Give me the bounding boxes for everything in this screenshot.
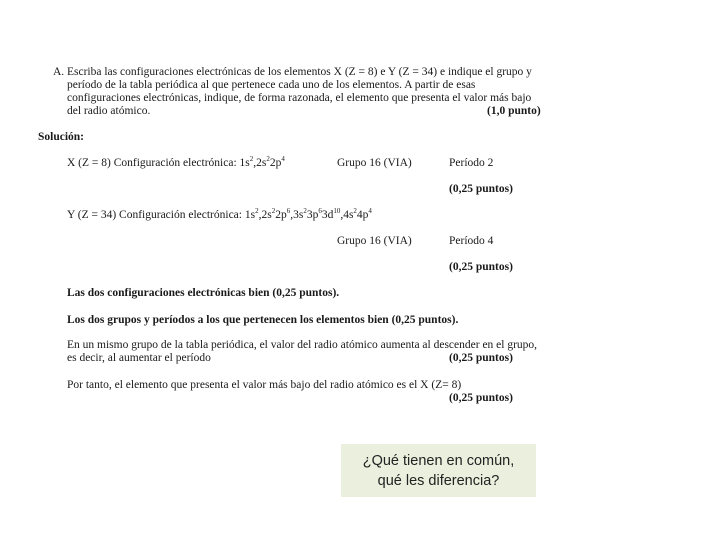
callout-line-2: qué les diferencia? xyxy=(377,473,500,489)
callout-line-1: ¿Qué tienen en común, xyxy=(362,453,515,469)
y-config-formula xyxy=(245,209,372,221)
x-group: Grupo 16 (VIA) xyxy=(337,157,412,169)
question-line-3: configuraciones electrónicas, indique, de forma razonada, el elemento que presenta el valor más bajo xyxy=(67,92,532,104)
y-config-electron-count: 10 xyxy=(333,207,341,215)
question-line-4: del radio atómico. xyxy=(67,105,151,117)
y-config-orbital: 3p xyxy=(306,209,319,221)
question-callout-box xyxy=(341,444,536,497)
solution-heading: Solución: xyxy=(38,131,85,143)
question-letter: A. xyxy=(53,66,65,78)
paragraph-1-line-2: es decir, al aumentar el período xyxy=(67,352,211,364)
y-config-label: Y (Z = 34) Configuración electrónica: xyxy=(67,209,245,221)
y-config-orbital: 1s xyxy=(244,209,256,221)
y-config-electron-count: 2 xyxy=(255,207,259,215)
x-config-orbital: 1s xyxy=(239,157,250,169)
y-config-row xyxy=(67,209,372,221)
y-config-orbital: ,2s xyxy=(258,209,272,221)
x-config-label: X (Z = 8) Configuración electrónica: xyxy=(67,157,240,169)
question-line-2: período de la tabla periódica al que pertenece cada uno de los elementos. A partir de esas xyxy=(67,79,476,91)
x-config-formula xyxy=(240,157,285,169)
x-config-row xyxy=(67,157,285,169)
question-line-1: Escriba las configuraciones electrónicas de los elementos X (Z = 8) e Y (Z = 34) e indique el grupo y xyxy=(67,66,532,78)
paragraph-1-line-1: En un mismo grupo de la tabla periódica, el valor del radio atómico aumenta al descender en el grupo, xyxy=(67,339,538,351)
y-config-electron-count: 6 xyxy=(286,207,291,215)
y-group: Grupo 16 (VIA) xyxy=(337,235,412,247)
x-points: (0,25 puntos) xyxy=(449,183,513,195)
y-config-orbital: 2p xyxy=(275,209,287,221)
x-config-electron-count: 4 xyxy=(281,155,285,163)
bold-statement-1: Las dos configuraciones electrónicas bien (0,25 puntos). xyxy=(67,287,340,299)
x-config-orbital: ,2s xyxy=(253,157,267,169)
y-config-electron-count: 2 xyxy=(303,207,307,215)
y-config-orbital: ,3s xyxy=(290,209,304,221)
x-config-electron-count: 2 xyxy=(249,155,254,163)
x-config-orbital: 2p xyxy=(269,157,282,169)
x-period: Período 2 xyxy=(449,157,494,169)
y-config-electron-count: 2 xyxy=(353,207,357,215)
y-config-electron-count: 2 xyxy=(271,207,276,215)
x-config-electron-count: 2 xyxy=(266,155,270,163)
y-points: (0,25 puntos) xyxy=(449,261,513,273)
bold-statement-2: Los dos grupos y períodos a los que pertenecen los elementos bien (0,25 puntos). xyxy=(67,314,459,326)
y-config-orbital: ,4s xyxy=(340,209,354,221)
y-config-orbital: 4p xyxy=(356,209,369,221)
paragraph-1-points: (0,25 puntos) xyxy=(449,352,513,364)
y-config-electron-count: 4 xyxy=(368,207,372,215)
paragraph-2: Por tanto, el elemento que presenta el valor más bajo del radio atómico es el X (Z= 8) xyxy=(67,379,462,391)
paragraph-2-points: (0,25 puntos) xyxy=(449,392,513,404)
question-points: (1,0 punto) xyxy=(487,105,541,117)
y-config-electron-count: 6 xyxy=(318,207,322,215)
y-period: Período 4 xyxy=(449,235,494,247)
y-config-orbital: 3d xyxy=(321,209,334,221)
